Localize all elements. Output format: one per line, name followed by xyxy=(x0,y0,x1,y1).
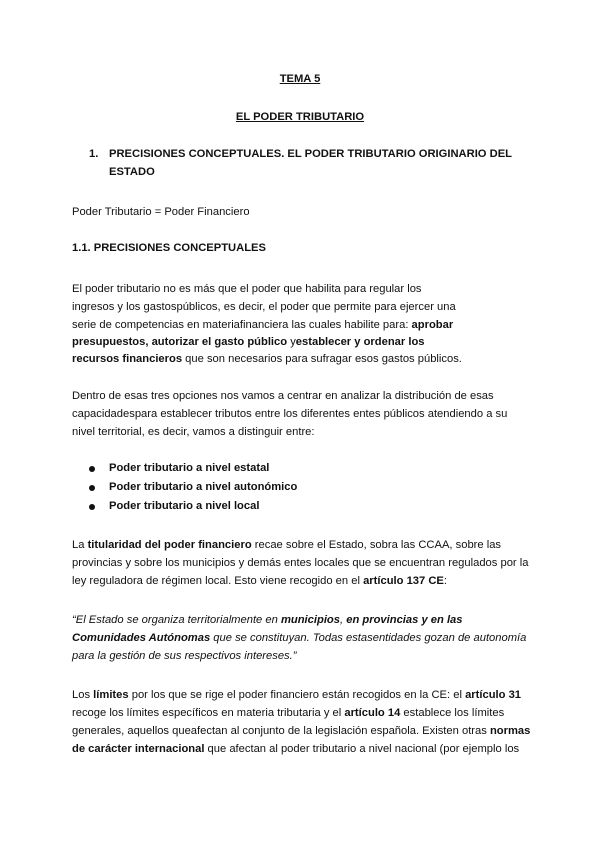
para1-text: serie de competencias en materiafinanciera las cuales habilite para: xyxy=(72,319,412,331)
quote-text: que se constituyan. Todas estasentidades gozan de autonomía xyxy=(210,632,527,644)
para4-text: por los que se rige el poder financiero están recogidos en la CE: el xyxy=(128,689,466,701)
quote-bold: en provincias y en las xyxy=(346,614,463,626)
para1-bold: establecer y ordenar los xyxy=(295,336,425,348)
bullet-icon xyxy=(89,504,95,510)
quote-text: “El Estado se organiza territorialmente en xyxy=(72,614,281,626)
quote-text: para la gestión de sus respectivos intereses.” xyxy=(72,650,297,662)
quote-line3 xyxy=(72,649,297,663)
para2-line3: nivel territorial, es decir, vamos a distinguir entre: xyxy=(72,426,315,438)
para3-text: : xyxy=(443,575,448,587)
bullet-icon xyxy=(89,466,95,472)
para4-bold: límites xyxy=(93,689,129,701)
list-item: Poder tributario a nivel autonómico xyxy=(109,481,298,493)
bullet-icon xyxy=(89,485,95,491)
para4-line1 xyxy=(72,688,521,702)
para4-bold: normas xyxy=(489,725,531,737)
section-heading-line1: PRECISIONES CONCEPTUALES. EL PODER TRIBUTARIO ORIGINARIO DEL xyxy=(109,148,512,160)
list-item: Poder tributario a nivel estatal xyxy=(109,462,270,474)
para4-line4 xyxy=(72,742,519,756)
para3-text: ley reguladora de régimen local. Esto viene recogido en el xyxy=(72,575,364,587)
para3-text: La xyxy=(72,539,88,551)
para2-line1: Dentro de esas tres opciones nos vamos a centrar en analizar la distribución de esas xyxy=(72,390,494,402)
tema-heading: TEMA 5 xyxy=(279,73,321,85)
quote-line1 xyxy=(72,613,463,627)
para4-bold: artículo 14 xyxy=(344,707,401,719)
para1-line2: ingresos y los gastospúblicos, es decir, el poder que permite para ejercer una xyxy=(72,301,456,313)
para3-line3 xyxy=(72,574,447,588)
section-number: 1. xyxy=(89,148,99,160)
para1-bold: aprobar xyxy=(411,319,454,331)
para1-line5 xyxy=(72,352,462,366)
para4-text: generales, aquellos queafectan al conjunto de la legislación española. Existen otras xyxy=(72,725,490,737)
quote-line2 xyxy=(72,631,526,645)
para1-bold: presupuestos, autorizar el gasto público xyxy=(72,336,288,348)
equation-text: Poder Tributario = Poder Financiero xyxy=(72,206,250,218)
para4-text: Los xyxy=(72,689,94,701)
para4-text: recoge los límites específicos en materia tributaria y el xyxy=(72,707,345,719)
para1-line3 xyxy=(72,318,453,332)
list-item: Poder tributario a nivel local xyxy=(109,500,260,512)
quote-text: , xyxy=(340,614,347,626)
para4-line2 xyxy=(72,706,504,720)
para3-line2: provincias y sobre los municipios y demás entes locales que se encuentran regulados por la xyxy=(72,557,529,569)
para1-bold: recursos financieros xyxy=(72,353,183,365)
para4-bold: de carácter internacional xyxy=(72,743,205,755)
para4-text: establece los límites xyxy=(400,707,505,719)
para2-line2: capacidadespara establecer tributos entre los diferentes entes públicos atendiendo a su xyxy=(72,408,508,420)
para4-bold: artículo 31 xyxy=(465,689,522,701)
para1-line4 xyxy=(72,335,425,349)
para3-bold: titularidad del poder financiero xyxy=(87,539,252,551)
document-title: EL PODER TRIBUTARIO xyxy=(235,111,365,123)
para3-line1 xyxy=(72,538,501,552)
para4-line3 xyxy=(72,724,530,738)
para1-text: y xyxy=(287,336,296,348)
para3-bold: artículo 137 CE xyxy=(363,575,444,587)
quote-bold: Comunidades Autónomas xyxy=(72,632,211,644)
para4-text: que afectan al poder tributario a nivel nacional (por ejemplo los xyxy=(204,743,520,755)
quote-bold: municipios xyxy=(280,614,340,626)
section-heading-line2: ESTADO xyxy=(109,166,155,178)
subsection-heading: 1.1. PRECISIONES CONCEPTUALES xyxy=(72,242,266,254)
para1-text: que son necesarios para sufragar esos gastos públicos. xyxy=(182,353,462,365)
para3-text: recae sobre el Estado, sobra las CCAA, sobre las xyxy=(251,539,502,551)
para1-line1: El poder tributario no es más que el poder que habilita para regular los xyxy=(72,283,422,295)
